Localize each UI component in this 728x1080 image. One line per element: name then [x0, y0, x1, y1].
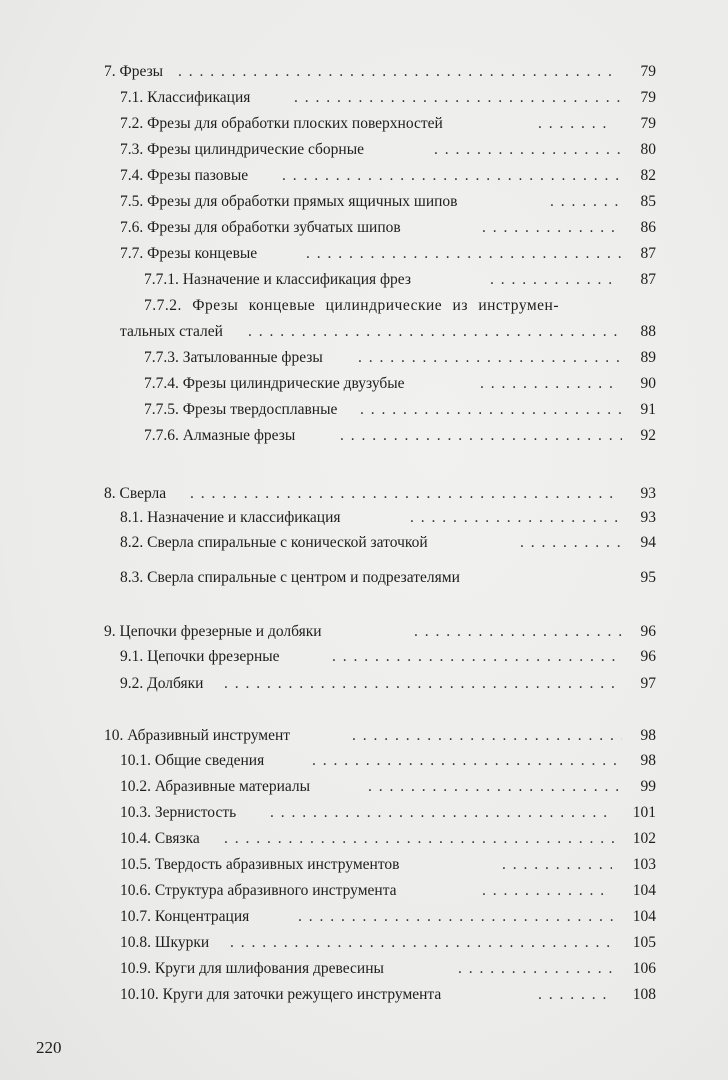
toc-entry — [120, 242, 656, 266]
toc-entry-page: 101 — [632, 804, 656, 821]
toc-leader-dots — [282, 164, 622, 188]
toc-entry-title: 7. Фрезы — [104, 63, 164, 80]
toc-entry — [120, 931, 656, 955]
toc-entry — [120, 531, 656, 555]
toc-leader-dots — [538, 983, 610, 1007]
toc-entry-title: 7.7.3. Затылованные фрезы — [144, 349, 323, 366]
toc-entry-page: 79 — [640, 89, 656, 106]
toc-entry — [120, 672, 656, 696]
toc-entry-page: 97 — [640, 675, 656, 692]
toc-entry-sub — [120, 320, 656, 344]
toc-leader-dots — [248, 320, 618, 344]
toc-entry — [120, 905, 656, 929]
toc-entry-chapter — [104, 724, 656, 748]
toc-entry-page: 104 — [632, 882, 656, 899]
toc-entry — [120, 983, 656, 1007]
toc-entry — [120, 506, 656, 530]
toc-entry-chapter — [104, 620, 656, 644]
toc-entry-title: 7.7.5. Фрезы твердосплавные — [144, 401, 338, 418]
toc-entry-title: 10.10. Круги для заточки режущего инструмента — [120, 986, 442, 1003]
toc-entry-title: 7.6. Фрезы для обработки зубчатых шипов — [120, 219, 401, 236]
toc-leader-dots — [352, 724, 622, 748]
toc-leader-dots — [190, 482, 620, 506]
toc-leader-dots — [482, 216, 618, 240]
toc-entry-title: 7.7.1. Назначение и классификация фрез — [144, 271, 411, 288]
toc-entry-page: 92 — [640, 427, 656, 444]
toc-entry-title: 8.1. Назначение и классификация — [120, 509, 341, 526]
toc-entry-page: 86 — [640, 219, 656, 236]
toc-entry-sub — [144, 398, 656, 422]
toc-entry — [120, 879, 656, 903]
toc-leader-dots — [520, 531, 620, 555]
toc-entry-page: 98 — [640, 752, 656, 769]
toc-entry-title-continuation: тальных сталей — [120, 323, 223, 340]
toc-entry-page: 105 — [632, 934, 656, 951]
toc-entry-title: 10.7. Концентрация — [120, 908, 250, 925]
toc-leader-dots — [224, 672, 620, 696]
toc-entry-title: 7.7. Фрезы концевые — [120, 245, 258, 262]
toc-entry-title: 10.3. Зернистость — [120, 804, 237, 821]
toc-entry-title: 10.6. Структура абразивного инструмента — [120, 882, 397, 899]
toc-entry-page: 90 — [640, 375, 656, 392]
toc-entry — [120, 566, 656, 590]
toc-entry-title: 7.5. Фрезы для обработки прямых ящичных шипов — [120, 193, 458, 210]
toc-entry — [120, 164, 656, 188]
toc-entry — [120, 645, 656, 669]
toc-entry-sub — [144, 268, 656, 292]
toc-entry-title: 10. Абразивный инструмент — [104, 727, 291, 744]
toc-entry-page: 87 — [640, 271, 656, 288]
toc-entry-title: 8.2. Сверла спиральные с конической заточкой — [120, 534, 428, 551]
toc-entry-page: 98 — [640, 727, 656, 744]
toc-entry-title: 7.2. Фрезы для обработки плоских поверхностей — [120, 115, 443, 132]
toc-entry-sub — [144, 424, 656, 448]
toc-entry-page: 82 — [640, 167, 656, 184]
toc-entry — [120, 190, 656, 214]
toc-entry-title: 7.4. Фрезы пазовые — [120, 167, 249, 184]
toc-entry-title: 8.3. Сверла спиральные с центром и подрезателями — [120, 569, 460, 586]
toc-entry — [120, 86, 656, 110]
toc-leader-dots — [358, 346, 622, 370]
toc-entry-title: 10.1. Общие сведения — [120, 752, 265, 769]
toc-leader-dots — [414, 620, 624, 644]
toc-entry-title: 7.3. Фрезы цилиндрические сборные — [120, 141, 365, 158]
toc-leader-dots — [480, 372, 620, 396]
toc-entry-title: 10.2. Абразивные материалы — [120, 778, 311, 795]
toc-leader-dots — [538, 112, 610, 136]
toc-entry-page: 104 — [632, 908, 656, 925]
toc-entry-page: 89 — [640, 349, 656, 366]
page-number: 220 — [36, 1038, 62, 1057]
toc-entry-page: 87 — [640, 245, 656, 262]
toc-leader-dots — [490, 268, 620, 292]
toc-entry — [120, 957, 656, 981]
toc-leader-dots — [298, 905, 614, 929]
toc-entry-sub — [144, 346, 656, 370]
toc-entry — [120, 853, 656, 877]
toc-entry-page: 91 — [640, 401, 656, 418]
toc-entry-page: 95 — [640, 569, 656, 586]
toc-entry-page: 93 — [640, 509, 656, 526]
toc-entry-page: 102 — [632, 830, 656, 847]
toc-entry-page: 99 — [640, 778, 656, 795]
toc-entry-chapter — [104, 482, 656, 506]
toc-entry-page: 88 — [640, 323, 656, 340]
toc-entry-chapter — [104, 60, 656, 84]
toc-leader-dots — [340, 424, 622, 448]
toc-entry-title: 10.9. Круги для шлифования древесины — [120, 960, 384, 977]
toc-leader-dots — [306, 242, 622, 266]
toc-entry-page: 96 — [640, 623, 656, 640]
toc-entry — [120, 775, 656, 799]
toc-entry-page: 80 — [640, 141, 656, 158]
toc-leader-dots — [270, 801, 610, 825]
toc-entry-page: 106 — [632, 960, 656, 977]
toc-entry-page: 96 — [640, 648, 656, 665]
toc-leader-dots — [368, 775, 620, 799]
toc-entry-page: 94 — [640, 534, 656, 551]
toc-entry-page: 79 — [640, 63, 656, 80]
toc-entry — [120, 112, 656, 136]
toc-entry-title: 7.1. Классификация — [120, 89, 251, 106]
toc-leader-dots — [482, 879, 612, 903]
toc-entry-title: 10.4. Связка — [120, 830, 200, 847]
toc-entry — [120, 749, 656, 773]
toc-leader-dots — [434, 138, 624, 162]
toc-entry — [120, 138, 656, 162]
toc-leader-dots — [178, 60, 618, 84]
toc-entry-title: 7.7.6. Алмазные фрезы — [144, 427, 296, 444]
toc-leader-dots — [312, 749, 620, 773]
toc-entry-page: 103 — [632, 856, 656, 873]
toc-entry-title: 8. Сверла — [104, 485, 167, 502]
toc-entry-title: 9.2. Долбяки — [120, 675, 204, 692]
toc-leader-dots — [332, 645, 622, 669]
toc-entry-title: 9.1. Цепочки фрезерные — [120, 648, 280, 665]
toc-leader-dots — [502, 853, 612, 877]
toc-leader-dots — [410, 506, 620, 530]
toc-leader-dots — [224, 827, 614, 851]
toc-entry — [120, 801, 656, 825]
toc-entry-page: 79 — [640, 115, 656, 132]
toc-entry-sub — [144, 372, 656, 396]
toc-leader-dots — [294, 86, 624, 110]
toc-entry-title: 7.7.4. Фрезы цилиндрические двузубые — [144, 375, 405, 392]
toc-leader-dots — [458, 957, 612, 981]
toc-entry-page: 93 — [640, 485, 656, 502]
toc-leader-dots — [360, 398, 622, 422]
toc-leader-dots — [550, 190, 620, 214]
toc-entry-page: 108 — [632, 986, 656, 1003]
toc-entry-title: 9. Цепочки фрезерные и долбяки — [104, 623, 322, 640]
toc-entry — [120, 827, 656, 851]
toc-entry-title: 10.5. Твердость абразивных инструментов — [120, 856, 400, 873]
toc-entry-title-line1: 7.7.2. Фрезы концевые цилиндрические из инструмен- — [144, 297, 560, 314]
toc-entry-page: 85 — [640, 193, 656, 210]
toc-entry — [120, 216, 656, 240]
toc-entry-title: 10.8. Шкурки — [120, 934, 210, 951]
toc-leader-dots — [230, 931, 614, 955]
